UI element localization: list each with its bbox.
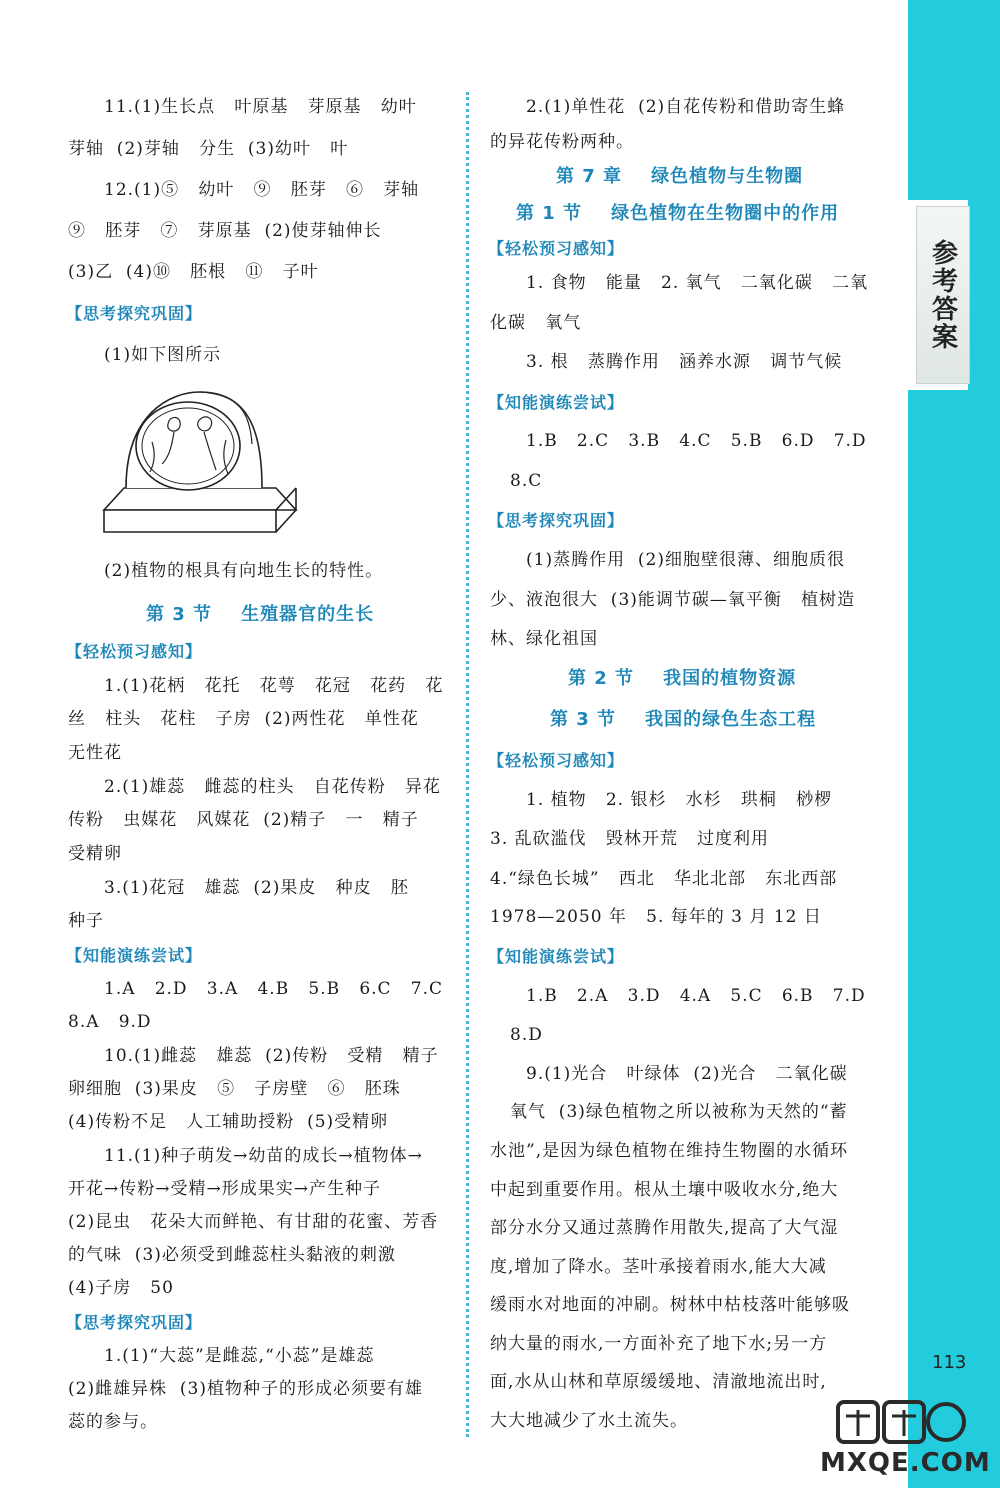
text-line: 种子	[68, 911, 104, 931]
text-line: (2)雌雄异株 (3)植物种子的形成必须要有雄	[68, 1379, 423, 1399]
text-line: 3.(1)花冠 雄蕊 (2)果皮 种皮 胚	[104, 878, 409, 898]
section-tag: 【轻松预习感知】	[488, 239, 625, 258]
text-line: 度,增加了降水。茎叶承接着雨水,能大大减	[490, 1257, 827, 1277]
text-line: 纳大量的雨水,一方面补充了地下水;另一方	[490, 1334, 828, 1354]
text-line: (2)昆虫 花朵大而鲜艳、有甘甜的花蜜、芳香	[68, 1212, 439, 1232]
text-line: 传粉 虫媒花 风媒花 (2)精子 一 精子	[68, 810, 419, 830]
text-line: 丝 柱头 花柱 子房 (2)两性花 单性花	[68, 709, 419, 729]
text-line: (1)蒸腾作用 (2)细胞壁很薄、细胞质很	[526, 550, 845, 570]
figure-caption: (1)如下图所示	[104, 345, 222, 365]
section-tag: 【知能演练尝试】	[488, 393, 625, 412]
text-line: 化碳 氧气	[490, 313, 582, 333]
text-line: 4.“绿色长城” 西北 华北北部 东北西部	[490, 869, 838, 889]
section-heading: 第 1 节 绿色植物在生物圈中的作用	[516, 203, 840, 224]
section-tag: 【知能演练尝试】	[488, 947, 625, 966]
section-tag: 【思考探究巩固】	[66, 304, 203, 323]
page-number: 113	[932, 1352, 967, 1373]
text-line: (4)传粉不足 人工辅助授粉 (5)受精卵	[68, 1112, 389, 1132]
text-line: 部分水分又通过蒸腾作用散失,提高了大气湿	[490, 1218, 839, 1238]
text-line: 10.(1)雌蕊 雄蕊 (2)传粉 受精 精子	[104, 1046, 439, 1066]
text-line: 面,水从山林和草原缓缓地、清澈地流出时,	[490, 1372, 827, 1392]
text-line: 3. 乱砍滥伐 毁林开荒 过度利用	[490, 829, 770, 849]
text-line: 1.A 2.D 3.A 4.B 5.B 6.C 7.C	[104, 979, 443, 999]
text-line: 11.(1)生长点 叶原基 芽原基 幼叶	[104, 97, 417, 117]
text-line: 氧气 (3)绿色植物之所以被称为天然的“蓄	[510, 1102, 848, 1122]
text-line: 12.(1)⑤ 幼叶 ⑨ 胚芽 ⑥ 芽轴	[104, 180, 420, 200]
text-line: 蕊的参与。	[68, 1412, 158, 1432]
text-line: 的异花传粉两种。	[490, 132, 634, 152]
side-label	[916, 206, 970, 384]
chapter-heading: 第 7 章 绿色植物与生物圈	[556, 166, 804, 187]
text-line: 1. 食物 能量 2. 氧气 二氧化碳 二氧	[526, 273, 869, 293]
section-heading: 第 2 节 我国的植物资源	[568, 668, 797, 689]
text-line: 1978—2050 年 5. 每年的 3 月 12 日	[490, 907, 822, 927]
text-line: 9.(1)光合 叶绿体 (2)光合 二氧化碳	[526, 1064, 848, 1084]
text-line: 2.(1)雄蕊 雌蕊的柱头 自花传粉 异花	[104, 777, 441, 797]
text-line: 8.C	[510, 471, 543, 491]
text-line: 1.B 2.C 3.B 4.C 5.B 6.D 7.D	[526, 431, 867, 451]
section-heading: 第 3 节 生殖器官的生长	[146, 604, 375, 625]
section-tag: 【轻松预习感知】	[488, 751, 625, 770]
text-line: 林、绿化祖国	[490, 629, 598, 649]
text-line: 开花→传粉→受精→形成果实→产生种子	[68, 1179, 381, 1199]
text-line: 11.(1)种子萌发→幼苗的成长→植物体→	[104, 1146, 423, 1166]
section-tag: 【思考探究巩固】	[66, 1313, 203, 1332]
text-line: 1.(1)“大蕊”是雌蕊,“小蕊”是雄蕊	[104, 1346, 375, 1366]
text-line: 3. 根 蒸腾作用 涵养水源 调节气候	[526, 352, 843, 372]
text-line: 8.A 9.D	[68, 1012, 152, 1032]
text-line: 1.B 2.A 3.D 4.A 5.C 6.B 7.D	[526, 986, 866, 1006]
text-line: 2.(1)单性花 (2)自花传粉和借助寄生蜂	[526, 97, 846, 117]
text-line: 芽轴 (2)芽轴 分生 (3)幼叶 叶	[68, 139, 349, 159]
text-line: 缓雨水对地面的冲刷。树林中枯枝落叶能够吸	[490, 1295, 850, 1315]
text-line: 中起到重要作用。根从土壤中吸收水分,绝大	[490, 1180, 839, 1200]
text-line: ⑨ 胚芽 ⑦ 芽原基 (2)使芽轴伸长	[68, 221, 382, 241]
section-tag: 【思考探究巩固】	[488, 511, 625, 530]
text-line: 8.D	[510, 1025, 543, 1045]
root-growth-figure	[100, 384, 300, 536]
text-line: 少、液泡很大 (3)能调节碳—氧平衡 植树造	[490, 590, 856, 610]
section-heading: 第 3 节 我国的绿色生态工程	[550, 709, 817, 730]
section-tag: 【知能演练尝试】	[66, 946, 203, 965]
text-line: (2)植物的根具有向地生长的特性。	[104, 561, 384, 581]
text-line: (3)乙 (4)⑩ 胚根 ⑪ 子叶	[68, 262, 319, 282]
text-line: 1. 植物 2. 银杉 水杉 珙桐 桫椤	[526, 790, 833, 810]
text-line: (4)子房 50	[68, 1278, 174, 1298]
side-label-text: 参考答案	[927, 239, 958, 351]
text-line: 的气味 (3)必须受到雌蕊柱头黏液的刺激	[68, 1245, 396, 1265]
section-tag: 【轻松预习感知】	[66, 642, 203, 661]
text-line: 受精卵	[68, 844, 122, 864]
text-line: 1.(1)花柄 花托 花萼 花冠 花药 花	[104, 676, 444, 696]
text-line: 水池”,是因为绿色植物在维持生物圈的水循环	[490, 1141, 849, 1161]
watermark-text: MXQE.COM	[820, 1448, 991, 1478]
text-line: 无性花	[68, 743, 122, 763]
text-line: 卵细胞 (3)果皮 ⑤ 子房壁 ⑥ 胚珠	[68, 1079, 401, 1099]
column-divider	[466, 92, 469, 1437]
text-line: 大大地减少了水土流失。	[490, 1411, 688, 1431]
